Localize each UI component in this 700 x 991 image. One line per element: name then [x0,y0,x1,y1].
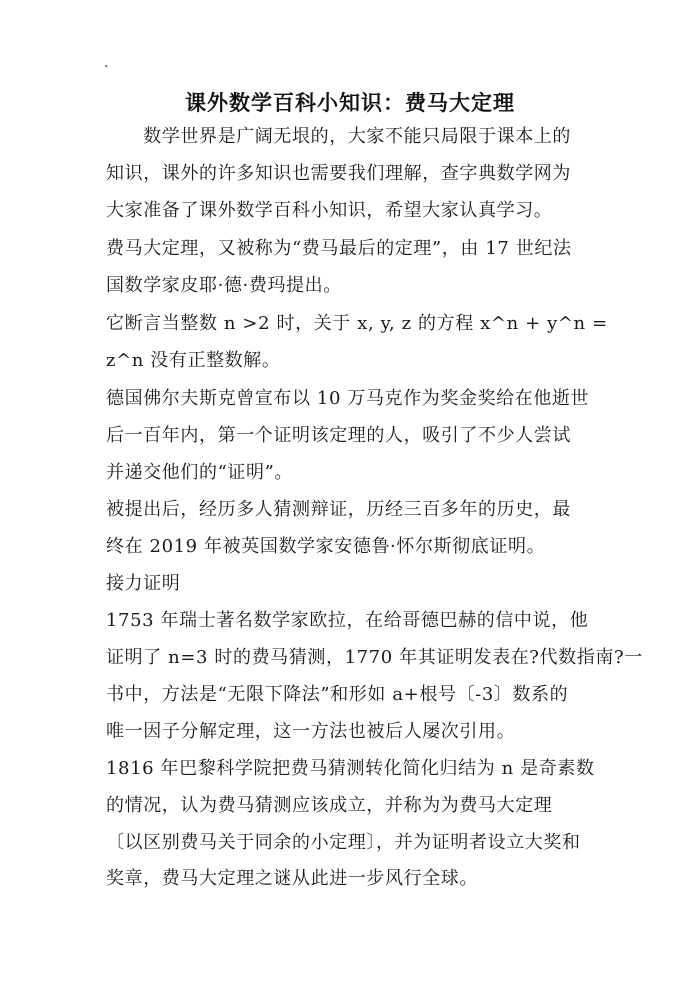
text-line: 数学世界是广阔无垠的，大家不能只局限于课本上的 [106,126,571,147]
text-line: 1816 年巴黎科学院把费马猜测转化简化归结为 n 是奇素数 [106,758,595,779]
section-heading: 接力证明 [106,573,181,594]
text-line: 德国佛尔夫斯克曾宣布以 10 万马克作为奖金奖给在他逝世 [106,388,590,409]
text-line: z^n 没有正整数解。 [106,350,281,371]
text-line: 证明了 n=3 时的费马猜测，1770 年其证明发表在?代数指南?一 [106,647,643,668]
text-line: 并递交他们的“证明”。 [106,462,294,483]
text-line: 大家准备了课外数学百科小知识，希望大家认真学习。 [106,200,553,221]
text-line: 终在 2019 年被英国数学家安德鲁·怀尔斯彻底证明。 [106,536,546,557]
text-line: 1753 年瑞士著名数学家欧拉，在给哥德巴赫的信中说，他 [106,610,589,631]
text-line: 费马大定理，又被称为“费马最后的定理”，由 17 世纪法 [106,238,572,259]
text-line: 它断言当整数 n >2 时，关于 x, y, z 的方程 x^n + y^n = [106,313,608,334]
page-mark: . [104,55,109,71]
text-line: 被提出后，经历多人猜测辩证，历经三百多年的历史，最 [106,499,571,520]
text-line: 后一百年内，第一个证明该定理的人，吸引了不少人尝试 [106,425,571,446]
text-line: 奖章，费马大定理之谜从此进一步风行全球。 [106,868,478,889]
text-line: 的情况，认为费马猜测应该成立，并称为为费马大定理 [106,795,553,816]
document-title: 课外数学百科小知识：费马大定理 [185,90,515,115]
text-line: 书中，方法是“无限下降法”和形如 a+根号〔-3〕数系的 [106,684,569,705]
text-line: 国数学家皮耶·德·费玛提出。 [106,275,342,296]
text-line: 〔以区别费马关于同余的小定理〕，并为证明者设立大奖和 [106,832,581,853]
text-line: 知识，课外的许多知识也需要我们理解，查字典数学网为 [106,163,571,184]
text-line: 唯一因子分解定理，这一方法也被后人屡次引用。 [106,721,516,742]
